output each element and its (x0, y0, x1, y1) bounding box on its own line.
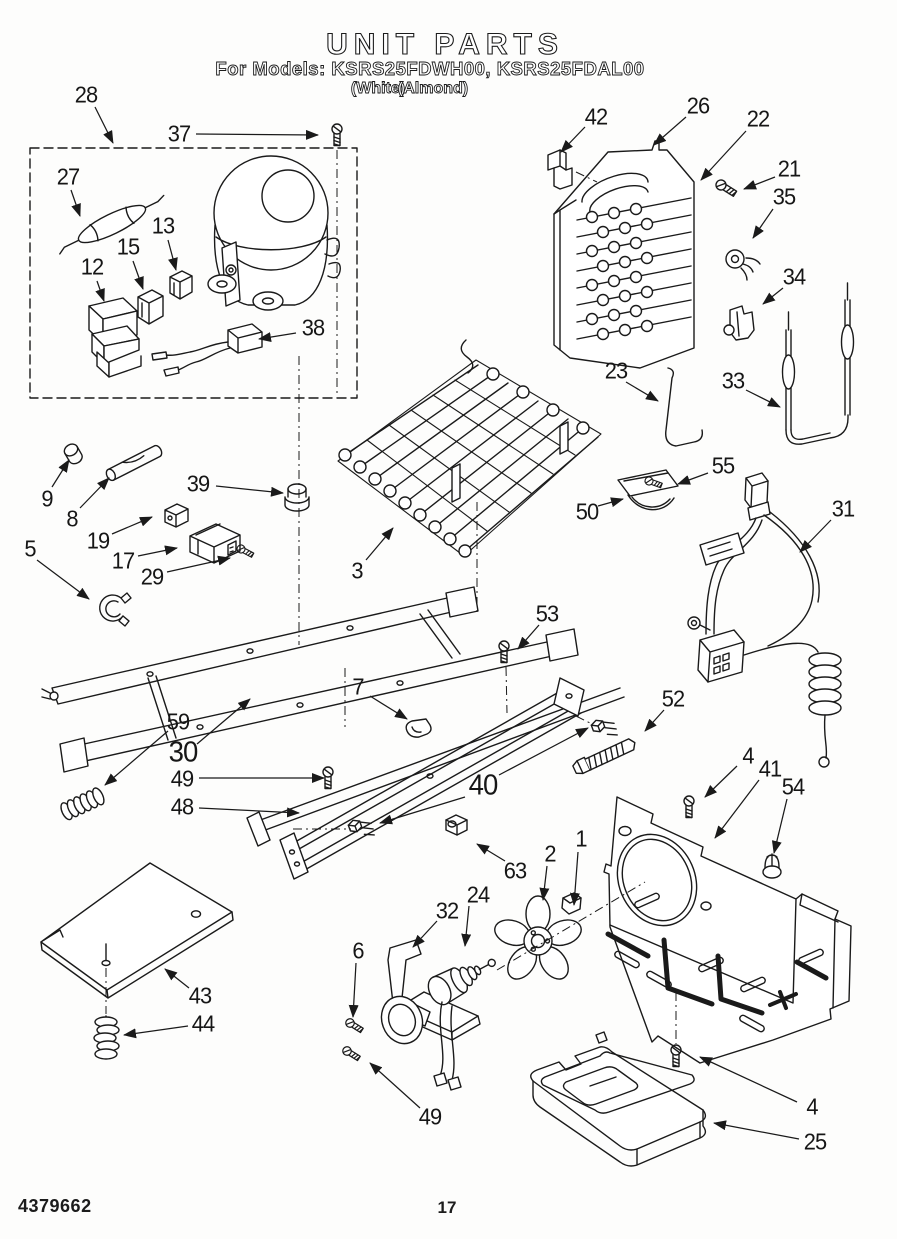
evaporator-drawing (554, 141, 694, 368)
leader-arrow-41 (715, 780, 759, 838)
leader-arrow-32 (413, 921, 437, 947)
leader-arrow-13 (168, 240, 176, 270)
part-label-19: 19 (86, 527, 110, 554)
screw-21-drawing (714, 178, 738, 198)
clip-19-drawing (165, 504, 188, 527)
part-label-27: 27 (56, 163, 80, 190)
leader-arrow-19 (112, 517, 152, 534)
leader-arrow-54 (774, 799, 787, 853)
leader-arrow-42 (561, 127, 585, 152)
wire-harness-drawing (688, 473, 841, 767)
cover-plate-drawing (41, 863, 233, 998)
part-label-39: 39 (186, 470, 210, 497)
part-label-24: 24 (466, 881, 490, 908)
screw-49b-drawing (341, 1045, 361, 1062)
screw-49-drawing (323, 767, 333, 789)
leader-arrow-33 (746, 390, 780, 407)
leader-arrow-44 (124, 1026, 188, 1035)
color-variant-white: (White) (350, 80, 406, 97)
rear-panel-drawing (603, 797, 851, 1063)
part-label-26: 26 (686, 92, 710, 119)
leader-arrow-15 (133, 261, 143, 289)
part-label-44: 44 (191, 1010, 215, 1037)
compressor-drawing (208, 156, 340, 310)
grommet-39-drawing (285, 484, 309, 511)
leader-arrow-6 (353, 963, 356, 1017)
leader-arrow-28 (95, 107, 113, 143)
leader-arrow-24 (465, 906, 469, 946)
leader-arrow-35 (753, 209, 773, 238)
construction-line (506, 667, 507, 713)
leader-arrow-63 (477, 844, 505, 861)
leader-arrow-7 (370, 696, 407, 719)
leader-arrow-26 (654, 117, 686, 145)
part-label-22: 22 (746, 105, 770, 132)
part-label-25: 25 (803, 1128, 827, 1155)
part-label-5: 5 (24, 535, 36, 562)
clip-7-drawing (406, 719, 431, 737)
part-label-49: 49 (170, 765, 194, 792)
part-label-4: 4 (806, 1093, 818, 1120)
part-label-35: 35 (772, 183, 796, 210)
leader-arrow-31 (800, 520, 831, 552)
spacer-9-drawing (62, 442, 84, 466)
part-label-2: 2 (544, 840, 556, 867)
part-label-12: 12 (80, 253, 104, 280)
part-label-4: 4 (742, 742, 754, 769)
part-label-8: 8 (66, 505, 78, 532)
screw-37-drawing (332, 124, 342, 146)
leader-arrow-43 (165, 969, 189, 988)
part-label-6: 6 (352, 937, 364, 964)
relay-drawing (89, 298, 141, 377)
standoff-52-drawing (572, 735, 638, 776)
leader-arrow-27 (71, 190, 80, 216)
spring-44-drawing (94, 1016, 119, 1059)
stud-drawing (590, 715, 618, 742)
screw-6-drawing (344, 1017, 364, 1034)
leader-arrow-52 (645, 710, 664, 731)
leader-arrow-34 (763, 288, 783, 304)
compressor-harness-drawing (152, 324, 262, 376)
part-label-1: 1 (575, 825, 587, 852)
leader-arrow-48 (199, 808, 299, 813)
overload-13-drawing (170, 271, 192, 299)
motor-bracket-drawing (375, 940, 480, 1049)
standoff-63-drawing (446, 815, 467, 835)
part-label-38: 38 (301, 314, 325, 341)
part-label-30: 30 (168, 736, 198, 769)
part-label-43: 43 (188, 982, 212, 1009)
part-label-42: 42 (584, 103, 608, 130)
part-label-34: 34 (782, 263, 806, 290)
leader-arrow-59 (105, 731, 168, 785)
part-label-52: 52 (661, 685, 685, 712)
condenser-drawing (338, 340, 601, 557)
part-label-15: 15 (116, 233, 140, 260)
leader-arrow-30 (197, 699, 250, 744)
relay-17-drawing (190, 524, 240, 563)
bracket-50-drawing (618, 470, 678, 510)
leader-arrow-21 (744, 177, 775, 189)
part-label-55: 55 (711, 452, 735, 479)
leader-arrow-9 (52, 460, 69, 487)
part-label-9: 9 (41, 485, 53, 512)
leader-arrow-37 (196, 134, 318, 135)
part-label-33: 33 (721, 367, 745, 394)
part-label-17: 17 (111, 547, 135, 574)
part-label-59: 59 (166, 708, 190, 735)
leader-arrow-23 (626, 382, 658, 401)
clip-34-drawing (724, 306, 754, 340)
part-label-50: 50 (575, 498, 599, 525)
part-label-29: 29 (140, 563, 164, 590)
color-variant-almond: (Almond) (397, 80, 469, 97)
part-label-63: 63 (503, 857, 527, 884)
page-number: 17 (437, 1198, 457, 1217)
leader-arrow-22 (701, 131, 746, 180)
grommet-54-drawing (763, 854, 781, 878)
leader-arrow-25 (714, 1123, 799, 1139)
part-label-32: 32 (435, 897, 459, 924)
part-label-3: 3 (351, 557, 363, 584)
tube-8-drawing (105, 444, 164, 482)
leader-arrow-50 (598, 499, 623, 506)
leader-arrow-17 (138, 548, 177, 556)
leader-arrow-3 (366, 528, 393, 560)
part-label-48: 48 (170, 793, 194, 820)
leader-arrow-8 (80, 478, 109, 508)
part-label-40: 40 (468, 769, 498, 802)
screw-4-drawing (684, 796, 694, 818)
spring-59-drawing (59, 786, 106, 821)
capacitor-15-drawing (138, 290, 163, 324)
tubes-33-drawing (783, 283, 854, 444)
leader-arrow-55 (678, 473, 708, 484)
part-label-53: 53 (535, 600, 559, 627)
part-label-41: 41 (758, 755, 782, 782)
part-label-21: 21 (777, 155, 801, 182)
leader-arrow-38 (259, 333, 296, 339)
leader-arrow-2 (543, 866, 547, 900)
grommet-35-drawing (726, 250, 760, 280)
leader-arrow-12 (97, 281, 104, 301)
part-label-23: 23 (604, 357, 628, 384)
part-label-31: 31 (831, 495, 855, 522)
leader-arrow-5 (37, 560, 89, 599)
leader-arrow-4 (705, 766, 737, 797)
construction-line (576, 716, 592, 724)
leader-arrow-49 (370, 1063, 420, 1108)
clamp-5-drawing (100, 593, 131, 626)
clip-42-drawing (548, 150, 572, 189)
document-number: 4379662 (18, 1196, 92, 1216)
clip-1-drawing (562, 893, 581, 914)
wire-23-drawing (666, 368, 703, 446)
part-label-49: 49 (418, 1103, 442, 1130)
page-title: UNIT PARTS (326, 28, 564, 61)
part-label-13: 13 (151, 212, 175, 239)
leader-arrow-4 (700, 1057, 797, 1102)
leader-arrow-39 (216, 486, 283, 493)
part-label-28: 28 (74, 81, 98, 108)
part-label-54: 54 (781, 773, 805, 800)
leader-arrow-29 (167, 558, 230, 572)
part-label-37: 37 (167, 120, 191, 147)
models-line: For Models: KSRS25FDWH00, KSRS25FDAL00 (215, 58, 645, 79)
part-label-7: 7 (352, 673, 364, 700)
